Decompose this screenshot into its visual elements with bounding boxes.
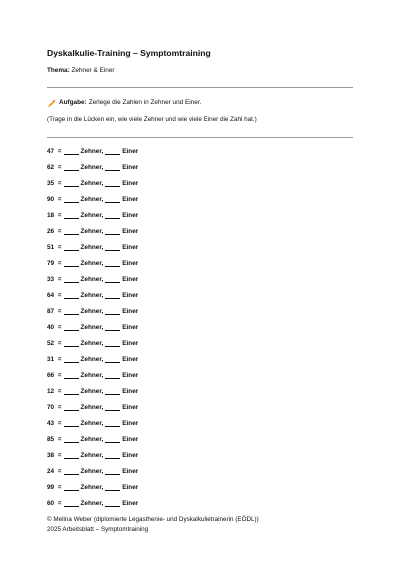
ones-answer-blank[interactable] bbox=[105, 330, 120, 331]
exercise-number: 18 bbox=[47, 211, 55, 219]
exercise-number: 87 bbox=[47, 307, 55, 315]
equals-sign: = bbox=[56, 435, 62, 443]
ones-unit-label: Einer bbox=[122, 147, 139, 155]
task-line bbox=[47, 98, 201, 107]
exercise-number: 60 bbox=[47, 499, 55, 507]
ones-answer-blank[interactable] bbox=[105, 250, 120, 251]
tens-answer-blank[interactable] bbox=[64, 234, 79, 235]
page-title: Dyskalkulie-Training – Symptomtraining bbox=[47, 48, 211, 58]
exercise-row bbox=[47, 146, 138, 156]
ones-answer-blank[interactable] bbox=[105, 170, 120, 171]
tens-unit-label: Zehner, bbox=[80, 467, 104, 475]
task-hint: (Trage in die Lücken ein, wie viele Zehner und wie viele Einer die Zahl hat.) bbox=[47, 116, 257, 123]
tens-answer-blank[interactable] bbox=[64, 474, 79, 475]
exercise-row bbox=[47, 226, 138, 236]
footer-subtitle: 2025 Arbeitsblatt – Symptomtraining bbox=[47, 526, 149, 533]
exercise-number: 40 bbox=[47, 323, 55, 331]
tens-unit-label: Zehner, bbox=[80, 387, 104, 395]
tens-answer-blank[interactable] bbox=[64, 314, 79, 315]
exercise-row bbox=[47, 354, 138, 364]
ones-answer-blank[interactable] bbox=[105, 346, 120, 347]
tens-unit-label: Zehner, bbox=[80, 259, 104, 267]
tens-unit-label: Zehner, bbox=[80, 483, 104, 491]
ones-unit-label: Einer bbox=[122, 451, 139, 459]
ones-answer-blank[interactable] bbox=[105, 442, 120, 443]
ones-answer-blank[interactable] bbox=[105, 426, 120, 427]
ones-unit-label: Einer bbox=[122, 211, 139, 219]
exercise-row bbox=[47, 466, 138, 476]
tens-answer-blank[interactable] bbox=[64, 426, 79, 427]
tens-answer-blank[interactable] bbox=[64, 186, 79, 187]
exercise-row bbox=[47, 386, 138, 396]
ones-answer-blank[interactable] bbox=[105, 202, 120, 203]
equals-sign: = bbox=[56, 227, 62, 235]
exercise-number: 90 bbox=[47, 195, 55, 203]
tens-unit-label: Zehner, bbox=[80, 195, 104, 203]
divider-top bbox=[47, 87, 353, 88]
ones-answer-blank[interactable] bbox=[105, 218, 120, 219]
ones-unit-label: Einer bbox=[122, 195, 139, 203]
tens-answer-blank[interactable] bbox=[64, 458, 79, 459]
tens-answer-blank[interactable] bbox=[64, 202, 79, 203]
tens-answer-blank[interactable] bbox=[64, 442, 79, 443]
tens-unit-label: Zehner, bbox=[80, 355, 104, 363]
equals-sign: = bbox=[56, 243, 62, 251]
ones-unit-label: Einer bbox=[122, 419, 139, 427]
ones-unit-label: Einer bbox=[122, 355, 139, 363]
ones-answer-blank[interactable] bbox=[105, 234, 120, 235]
tens-unit-label: Zehner, bbox=[80, 243, 104, 251]
exercise-row bbox=[47, 306, 138, 316]
tens-answer-blank[interactable] bbox=[64, 298, 79, 299]
task-text: Zerlege die Zahlen in Zehner und Einer. bbox=[88, 99, 202, 106]
exercise-number: 62 bbox=[47, 163, 55, 171]
ones-unit-label: Einer bbox=[122, 259, 139, 267]
ones-unit-label: Einer bbox=[122, 467, 139, 475]
equals-sign: = bbox=[56, 195, 62, 203]
equals-sign: = bbox=[56, 355, 62, 363]
exercise-row bbox=[47, 162, 138, 172]
exercise-number: 26 bbox=[47, 227, 55, 235]
equals-sign: = bbox=[56, 403, 62, 411]
ones-unit-label: Einer bbox=[122, 387, 139, 395]
tens-unit-label: Zehner, bbox=[80, 403, 104, 411]
task-label: Aufgabe: bbox=[59, 99, 87, 106]
exercise-number: 33 bbox=[47, 275, 55, 283]
exercise-number: 38 bbox=[47, 451, 55, 459]
tens-unit-label: Zehner, bbox=[80, 291, 104, 299]
exercise-row bbox=[47, 482, 138, 492]
exercise-number: 85 bbox=[47, 435, 55, 443]
equals-sign: = bbox=[56, 323, 62, 331]
tens-answer-blank[interactable] bbox=[64, 362, 79, 363]
exercise-row bbox=[47, 450, 138, 460]
divider-bottom bbox=[47, 137, 353, 138]
tens-unit-label: Zehner, bbox=[80, 163, 104, 171]
exercise-number: 35 bbox=[47, 179, 55, 187]
tens-unit-label: Zehner, bbox=[80, 147, 104, 155]
topic-line bbox=[47, 67, 115, 74]
tens-answer-blank[interactable] bbox=[64, 378, 79, 379]
tens-unit-label: Zehner, bbox=[80, 179, 104, 187]
ones-answer-blank[interactable] bbox=[105, 154, 120, 155]
exercise-number: 79 bbox=[47, 259, 55, 267]
exercise-row bbox=[47, 242, 138, 252]
ones-unit-label: Einer bbox=[122, 371, 139, 379]
exercise-number: 52 bbox=[47, 339, 55, 347]
ones-answer-blank[interactable] bbox=[105, 410, 120, 411]
tens-unit-label: Zehner, bbox=[80, 323, 104, 331]
ones-answer-blank[interactable] bbox=[105, 378, 120, 379]
tens-answer-blank[interactable] bbox=[64, 346, 79, 347]
exercise-row bbox=[47, 370, 138, 380]
exercise-row bbox=[47, 258, 138, 268]
ones-answer-blank[interactable] bbox=[105, 282, 120, 283]
tens-unit-label: Zehner, bbox=[80, 451, 104, 459]
exercise-number: 66 bbox=[47, 371, 55, 379]
equals-sign: = bbox=[56, 483, 62, 491]
tens-answer-blank[interactable] bbox=[64, 394, 79, 395]
equals-sign: = bbox=[56, 307, 62, 315]
ones-unit-label: Einer bbox=[122, 243, 139, 251]
ones-answer-blank[interactable] bbox=[105, 298, 120, 299]
ones-answer-blank[interactable] bbox=[105, 186, 120, 187]
tens-unit-label: Zehner, bbox=[80, 499, 104, 507]
tens-unit-label: Zehner, bbox=[80, 339, 104, 347]
equals-sign: = bbox=[56, 451, 62, 459]
ones-unit-label: Einer bbox=[122, 483, 139, 491]
ones-unit-label: Einer bbox=[122, 403, 139, 411]
ones-unit-label: Einer bbox=[122, 435, 139, 443]
tens-unit-label: Zehner, bbox=[80, 227, 104, 235]
exercise-number: 47 bbox=[47, 147, 55, 155]
tens-answer-blank[interactable] bbox=[64, 506, 79, 507]
equals-sign: = bbox=[56, 291, 62, 299]
exercise-row bbox=[47, 498, 138, 508]
topic-value: Zehner & Einer bbox=[71, 67, 115, 74]
tens-answer-blank[interactable] bbox=[64, 410, 79, 411]
exercise-row bbox=[47, 322, 138, 332]
exercise-row bbox=[47, 274, 138, 284]
exercise-number: 43 bbox=[47, 419, 55, 427]
ones-unit-label: Einer bbox=[122, 339, 139, 347]
ones-unit-label: Einer bbox=[122, 179, 139, 187]
tens-unit-label: Zehner, bbox=[80, 275, 104, 283]
ones-unit-label: Einer bbox=[122, 275, 139, 283]
ones-answer-blank[interactable] bbox=[105, 506, 120, 507]
ones-answer-blank[interactable] bbox=[105, 362, 120, 363]
exercise-row bbox=[47, 418, 138, 428]
tens-answer-blank[interactable] bbox=[64, 490, 79, 491]
equals-sign: = bbox=[56, 163, 62, 171]
exercise-row bbox=[47, 434, 138, 444]
equals-sign: = bbox=[56, 179, 62, 187]
equals-sign: = bbox=[56, 339, 62, 347]
ones-answer-blank[interactable] bbox=[105, 394, 120, 395]
exercise-number: 12 bbox=[47, 387, 55, 395]
tens-answer-blank[interactable] bbox=[64, 218, 79, 219]
equals-sign: = bbox=[56, 259, 62, 267]
tens-answer-blank[interactable] bbox=[64, 154, 79, 155]
equals-sign: = bbox=[56, 499, 62, 507]
ones-unit-label: Einer bbox=[122, 227, 139, 235]
exercise-row bbox=[47, 194, 138, 204]
exercise-number: 24 bbox=[47, 467, 55, 475]
exercise-row bbox=[47, 178, 138, 188]
ones-unit-label: Einer bbox=[122, 307, 139, 315]
pencil-icon bbox=[47, 98, 56, 107]
tens-answer-blank[interactable] bbox=[64, 282, 79, 283]
exercise-number: 64 bbox=[47, 291, 55, 299]
exercise-number: 31 bbox=[47, 355, 55, 363]
tens-unit-label: Zehner, bbox=[80, 307, 104, 315]
equals-sign: = bbox=[56, 211, 62, 219]
equals-sign: = bbox=[56, 467, 62, 475]
ones-answer-blank[interactable] bbox=[105, 490, 120, 491]
exercise-number: 51 bbox=[47, 243, 55, 251]
exercise-number: 99 bbox=[47, 483, 55, 491]
ones-unit-label: Einer bbox=[122, 291, 139, 299]
tens-unit-label: Zehner, bbox=[80, 419, 104, 427]
equals-sign: = bbox=[56, 147, 62, 155]
exercise-row bbox=[47, 210, 138, 220]
tens-answer-blank[interactable] bbox=[64, 330, 79, 331]
ones-answer-blank[interactable] bbox=[105, 458, 120, 459]
equals-sign: = bbox=[56, 387, 62, 395]
tens-unit-label: Zehner, bbox=[80, 211, 104, 219]
tens-unit-label: Zehner, bbox=[80, 435, 104, 443]
topic-label: Thema: bbox=[47, 67, 70, 74]
equals-sign: = bbox=[56, 419, 62, 427]
exercise-row bbox=[47, 402, 138, 412]
ones-unit-label: Einer bbox=[122, 323, 139, 331]
ones-unit-label: Einer bbox=[122, 499, 139, 507]
equals-sign: = bbox=[56, 371, 62, 379]
tens-unit-label: Zehner, bbox=[80, 371, 104, 379]
exercise-row bbox=[47, 290, 138, 300]
tens-answer-blank[interactable] bbox=[64, 170, 79, 171]
ones-unit-label: Einer bbox=[122, 163, 139, 171]
ones-answer-blank[interactable] bbox=[105, 314, 120, 315]
tens-answer-blank[interactable] bbox=[64, 266, 79, 267]
footer-copyright: © Melina Weber (diplomierte Legasthenie- und Dyskalkulietrainerin (EÖDL)) bbox=[47, 516, 259, 523]
ones-answer-blank[interactable] bbox=[105, 474, 120, 475]
exercise-row bbox=[47, 338, 138, 348]
equals-sign: = bbox=[56, 275, 62, 283]
tens-answer-blank[interactable] bbox=[64, 250, 79, 251]
ones-answer-blank[interactable] bbox=[105, 266, 120, 267]
exercise-number: 70 bbox=[47, 403, 55, 411]
